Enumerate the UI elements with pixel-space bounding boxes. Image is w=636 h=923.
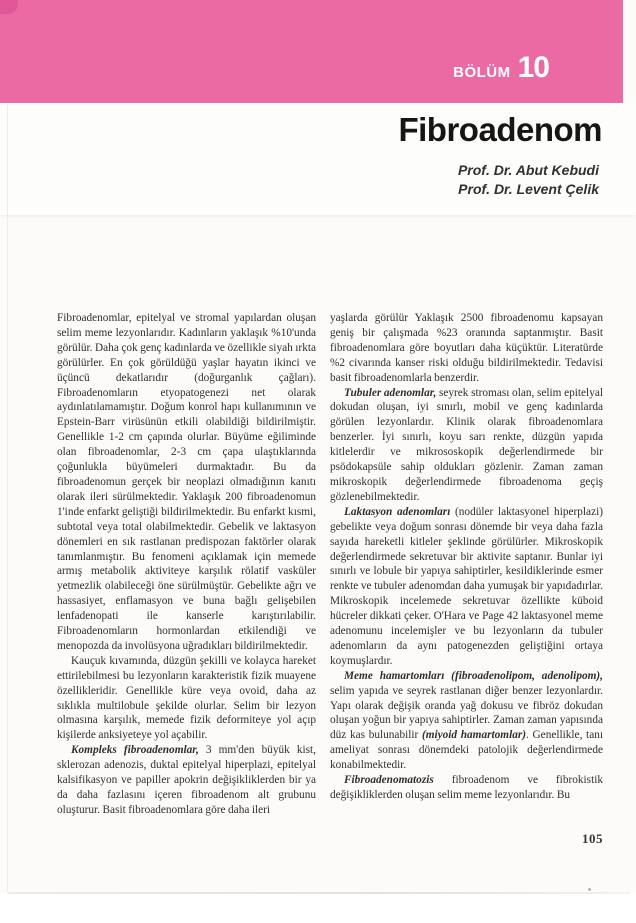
author-line: Prof. Dr. Levent Çelik	[458, 181, 599, 197]
body-text	[57, 311, 603, 818]
paragraph-text: . Genellikle, tanı ameliyat sonrası dönemdeki patolojik değerlendirmede konabilmektedir.	[330, 729, 603, 772]
paragraph-lead: Kompleks fibroadenomlar,	[71, 744, 199, 757]
body-paragraph	[330, 311, 603, 386]
page-number: 105	[582, 831, 603, 846]
paragraph-text: Kauçuk kıvamında, düzgün şekilli ve kolayca hareket ettirilebilmesi bu lezyonların karakteristik fizik muayene özellikleridir. Genellikle küre veya ovoid, daha az sıklıkla multilobule şekilde olurlar. Selim bir lezyon olmasına karşılık, memede fizik deformiteye yol açıp kişilerde anksiyeteye yol açabilir.	[57, 654, 316, 742]
body-paragraph	[57, 311, 316, 654]
paragraph-text: yaşlarda görülür Yaklaşık 2500 fibroadenomu kapsayan geniş bir çalışmada %23 oranında saptanmıştır. Basit fibroadenomlara göre boyutları daha küçüktür. Literatürde %2 civarında kanser riski olduğu bildirilmektedir. Tedavisi basit fibroadenomlarla benzerdir.	[330, 312, 603, 384]
paragraph-text: Fibroadenomlar, epitelyal ve stromal yapılardan oluşan selim meme lezyonlarıdır. Kadınların yaklaşık %10'unda görülür. Daha çok genç kadınlarda ve özellikle siyah ırkta görülürler. En çok görüldüğü yaşlar hayatın ikinci ve üçüncü dekatlarıdır (doğurganlık çağları). Fibroadenomların etyopatogenezi net olarak aydınlatılamamıştır. Doğum konrol hapı kullanımının ve Epstein-Barr virüsünün etkili olabildiği bildirilmiştir. Genellikle 1-2 cm çapında olurlar. Büyüme eğiliminde olan fibroadenomlar, 2-3 cm çapa ulaştıklarında çoğunlukla büyümeleri durmaktadır. Bu da fibroadenomun gerçek bir neoplazi olmadığının kanıtı olarak ileri sürülmektedir. Yaklaşık 200 fibroadenomun 1'inde enfarkt geliştiği bildirilmektedir. Bu enfarkt kısmi, subtotal veya total olabilmektedir. Gebelik ve laktasyon dönemleri en sık rastlanan predispozan faktörler olarak tanımlanmıştır. Bu fenomeni açıklamak için memede armış metabolik aktiviteye karşılık rölatif vasküler yetmezlik olabileceği öne sürülmüştür. Gebelikte ağrı ve hassasiyet, enflamasyon ve buna bağlı gelişebilen lenfadenopati ile kanserle karıştırılabilir. Fibroadenomların hormonlardan etkilendiği ve menopozda da involüsyona uğradıkları bildirilmektedir.	[57, 312, 316, 652]
scan-corner-artifact	[0, 0, 18, 14]
chapter-number: 10	[517, 51, 549, 84]
chapter-banner	[0, 0, 623, 103]
paragraph-lead: Meme hamartomları (fibroadenolipom, adenolipom),	[344, 669, 603, 682]
paragraph-text: 3 mm'den büyük kist, sklerozan adenozis, duktal epitelyal hiperplazi, epitelyal kalsifikasyon ve papiller apokrin değişikliklerden bir ya da daha fazlasını içeren fibroadenom alt grubunu oluşturur. Basit fibroadenomlara göre daha ileri	[57, 744, 316, 816]
paragraph-lead: (miyoid hamartomlar)	[421, 729, 527, 742]
paragraph-text: selim yapıda ve seyrek rastlanan diğer benzer lezyonlardır. Yapı olarak değişik oranda yağ dokusu ve fibröz dokudan oluşan yoğun bir yapıya sahiptirler. Zaman zaman yapısında düz kas bulunabilir	[330, 684, 603, 742]
chapter-heading	[453, 51, 549, 85]
page-edge-left	[7, 104, 8, 892]
scan-speck	[588, 888, 591, 891]
paragraph-text: (nodüler laktasyonel hiperplazi) gebelikte veya doğum sonrası dönemde bir veya daha fazla sayıda hareketli kitleler şeklinde görülürler. Mikroskopik değerlendirmede sekretuvar bir aktivite saptanır. Bunlar iyi sınırlı ve lobule bir yapıya sahiptirler, kesildiklerinde esmer renkte ve tubuler adenomdan daha yumuşak bir yapıdadırlar. Mikroskopik incelemede sekretuvar özellikte küboid hücreler dikkati çeker. O'Hara ve Page 42 laktasyonel meme adenomunu incelemişler ve bu lezyonların da tubuler adenomların da aynı patogenezden geliştiğini ortaya koymuşlardır.	[330, 505, 603, 667]
page-title: Fibroadenom	[398, 111, 602, 148]
text-column-right	[330, 311, 603, 818]
paragraph-lead: Tubuler adenomlar,	[344, 386, 437, 399]
paragraph-lead: Laktasyon adenomları	[344, 505, 451, 518]
body-paragraph	[330, 505, 603, 669]
authors-block	[458, 161, 599, 199]
body-paragraph	[57, 654, 316, 743]
body-paragraph	[330, 773, 603, 803]
author-line: Prof. Dr. Abut Kebudi	[457, 162, 599, 178]
body-paragraph	[57, 743, 316, 818]
text-column-left	[57, 311, 316, 818]
page-edge-bottom	[8, 892, 630, 894]
title-block	[0, 103, 636, 215]
body-paragraph	[330, 669, 603, 773]
chapter-label: BÖLÜM	[453, 64, 511, 81]
paragraph-lead: Fibroadenomatozis	[344, 774, 434, 787]
paragraph-text: fibroadenom ve fibrokistik değişikliklerden oluşan selim meme lezyonlarıdır. Bu	[330, 774, 603, 801]
body-paragraph	[330, 386, 603, 505]
paragraph-text: seyrek stroması olan, selim epitelyal dokudan oluşan, iyi sınırlı, mobil ve genç kadınlarda görülen lezyonlardır. Klinik olarak fibroadenomlara benzerler. İyi sınırlı, koyu sarı renkte, düzgün yapıda kitlelerdir ve mikrososkopik değerlendirmede bir psödokapsüle sahip oldukları gözlenir. Zaman zaman mikroskopik değerlendirmede fibroadenoma geçiş gözlenebilmektedir.	[330, 386, 603, 503]
